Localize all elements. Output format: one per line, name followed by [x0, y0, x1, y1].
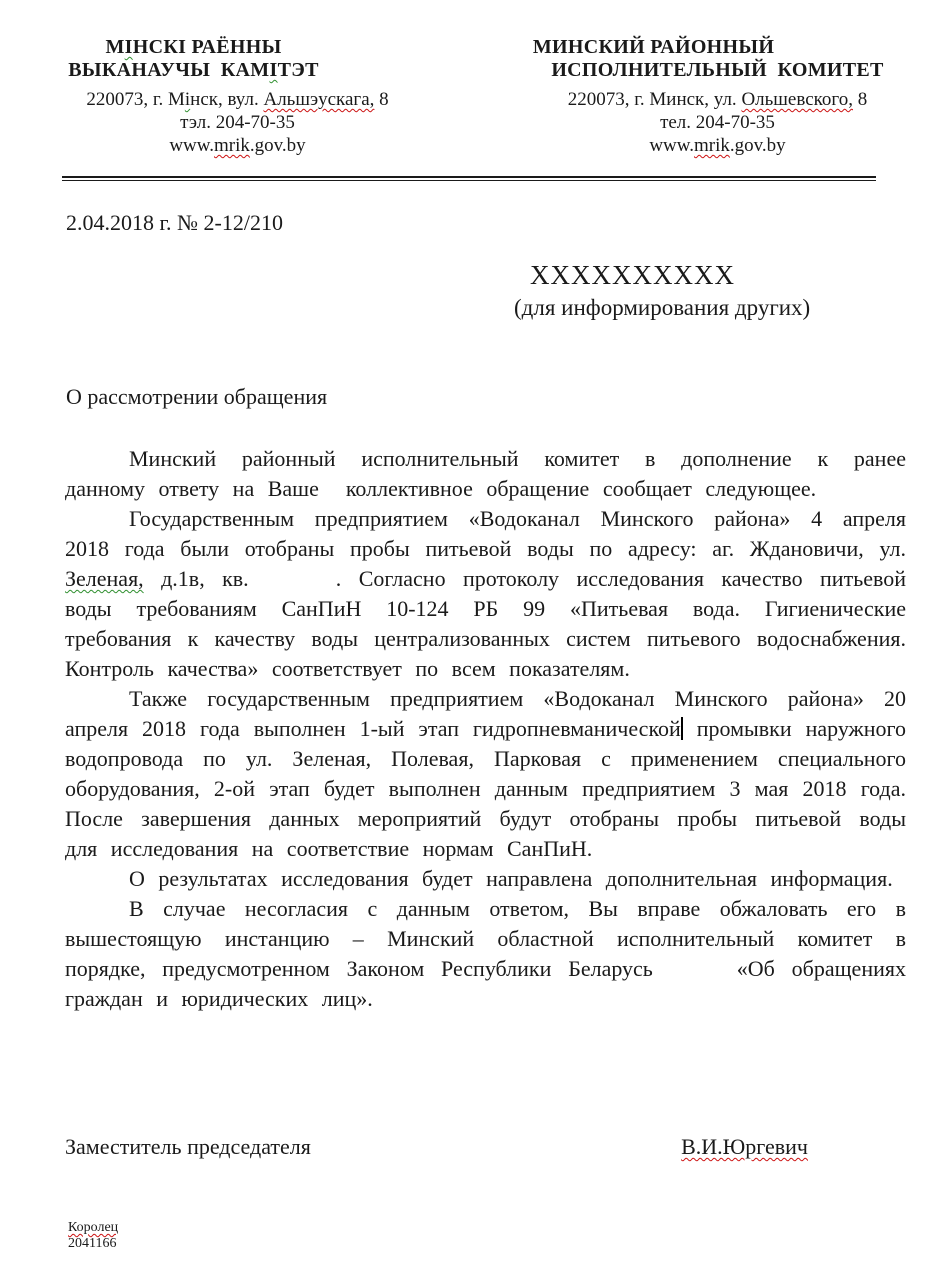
text-run: В случае несогласия с данным ответом, Вы вправе обжаловать его в вышестоящую инстанцию – Минский областной исполнительный комитет в порядке, предусмотренном Законом Республики Беларусь «Об обращениях граждан и юридических лиц». — [65, 896, 906, 1011]
text-run: МИНСКИЙ РАЙОННЫЙ — [532, 36, 775, 58]
letterhead-line — [525, 134, 910, 157]
org-address-be — [65, 88, 410, 157]
text-run: тэл. 204-70-35 — [180, 112, 295, 133]
letterhead-line — [65, 111, 410, 134]
signature-position: Заместитель председателя — [65, 1134, 311, 1159]
text-run: Государственным предприятием «Водоканал Минского района» 4 апреля 2018 года были отобраны пробы питьевой воды по адресу: аг. Ждановичи, ул. — [65, 506, 906, 561]
text-run: 220073, г. Минск, ул. — [567, 89, 742, 110]
text-run: М — [105, 36, 125, 58]
letterhead-line — [525, 111, 910, 134]
org-name-ru — [525, 36, 910, 82]
text-run: Королец — [68, 1220, 119, 1235]
letterhead — [65, 36, 910, 157]
text-run: тел. 204-70-35 — [660, 112, 775, 133]
letterhead-line — [525, 88, 910, 111]
text-run: .gov.by — [729, 135, 786, 156]
text-run: mrik — [694, 135, 730, 156]
letterhead-line — [65, 88, 410, 111]
text-run: Минский районный исполнительный комитет в дополнение к ранее данному ответу на Ваше коллективное обращение сообщает следующее. — [65, 446, 906, 501]
subject-line: О рассмотрении обращения — [66, 384, 328, 409]
org-name-be — [65, 36, 410, 82]
recipient-block — [514, 260, 810, 321]
org-address-ru — [525, 88, 910, 157]
text-run: промывки наружного водопровода по ул. Зеленая, Полевая, Парковая с применением специального оборудования, 2-ой этап будет выполнен данным предприятием 3 мая 2018 года. После завершения данных мероприятий будут отобраны пробы питьевой воды для исследования на соответствие нормам СанПиН. — [65, 716, 906, 861]
text-run: ВЫКАНАУЧЫ КАМ — [68, 59, 270, 81]
body-paragraph — [65, 894, 906, 1014]
text-run: 220073, г. М — [86, 89, 185, 110]
text-run: 8 — [853, 89, 868, 110]
letter-body[interactable] — [65, 444, 906, 1014]
text-run: www. — [169, 135, 214, 156]
text-run: mrik — [214, 135, 250, 156]
signature-name — [681, 1134, 808, 1160]
text-run: нск, вул. — [190, 89, 264, 110]
text-run: 8 — [374, 89, 389, 110]
letterhead-line — [525, 59, 910, 82]
executor-block — [68, 1220, 118, 1252]
text-run: .gov.by — [249, 135, 306, 156]
text-run: Альшэускага, — [263, 89, 375, 110]
letterhead-line — [525, 36, 782, 59]
executor-name — [68, 1220, 118, 1236]
letterhead-line — [65, 59, 322, 82]
recipient-note: (для информирования других) — [514, 295, 811, 320]
text-run: і — [184, 89, 191, 110]
text-run: www. — [649, 135, 694, 156]
letterhead-belarusian — [65, 36, 410, 157]
signature-row — [65, 1134, 906, 1160]
text-run: НСКІ РАЁННЫ — [132, 36, 282, 58]
body-paragraph — [65, 504, 906, 684]
letterhead-russian — [525, 36, 910, 157]
executor-phone: 2041166 — [68, 1236, 117, 1251]
text-run: Ольшевского, — [741, 89, 853, 110]
double-rule — [62, 176, 876, 181]
text-run: ИСПОЛНИТЕЛЬНЫЙ КОМИТЕТ — [551, 59, 884, 81]
recipient-redacted-name: ХХХХХХХХХХ — [530, 260, 735, 290]
text-run: О результатах исследования будет направлена дополнительная информация. — [129, 866, 893, 891]
text-run: І — [124, 36, 133, 58]
body-paragraph — [65, 864, 906, 894]
text-run: Зеленая, — [65, 566, 144, 591]
text-run: І — [269, 59, 278, 81]
letterhead-line — [65, 36, 322, 59]
letterhead-line — [65, 134, 410, 157]
body-paragraph — [65, 684, 906, 864]
text-run: Также государственным предприятием «Водоканал Минского района» 20 апреля 2018 года выполнен 1-ый этап гидропневманической — [65, 686, 906, 741]
text-run: В.И.Юргевич — [681, 1134, 808, 1159]
text-run: ТЭТ — [277, 59, 319, 81]
reference-line: 2.04.2018 г. № 2-12/210 — [66, 210, 283, 235]
body-paragraph — [65, 444, 906, 504]
text-run: д.1в, кв. . Согласно протоколу исследования качество питьевой воды требованиям СанПиН 10-124 РБ 99 «Питьевая вода. Гигиенические требования к качеству воды централизованных систем питьевого водоснабжения. Контроль качества» соответствует по всем показателям. — [65, 566, 906, 681]
